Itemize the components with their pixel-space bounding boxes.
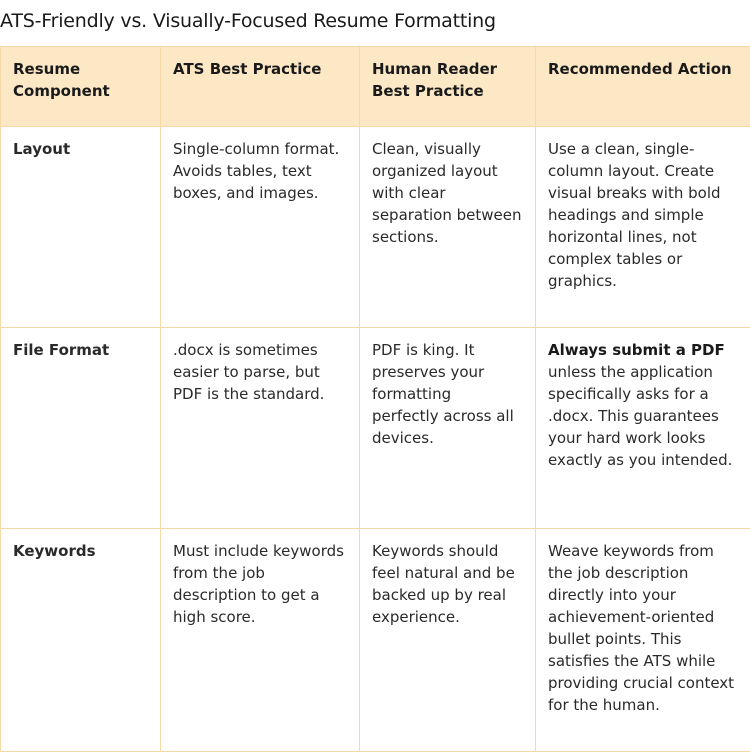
header-resume-component: Resume Component <box>1 47 161 127</box>
row-ats-cell: .docx is sometimes easier to parse, but PDF is the standard. <box>161 328 360 529</box>
row-ats-cell: Single-column format. Avoids tables, text boxes, and images. <box>161 127 360 328</box>
row-component-cell: File Format <box>1 328 161 529</box>
row-component-cell: Keywords <box>1 529 161 752</box>
action-text: Weave keywords from the job description directly into your achievement-oriented bullet points. This satisfies the ATS while providing crucial context for the human. <box>548 542 734 714</box>
table-header-row <box>1 47 750 127</box>
row-action-cell <box>536 328 750 529</box>
row-action-cell <box>536 127 750 328</box>
row-human-cell: Clean, visually organized layout with clear separation between sections. <box>360 127 536 328</box>
table-row <box>1 328 750 529</box>
header-human-reader-best-practice: Human Reader Best Practice <box>360 47 536 127</box>
row-component-cell: Layout <box>1 127 161 328</box>
action-emphasis: Always submit a PDF <box>548 341 725 359</box>
header-recommended-action: Recommended Action <box>536 47 750 127</box>
row-human-cell: Keywords should feel natural and be backed up by real experience. <box>360 529 536 752</box>
table-row <box>1 529 750 752</box>
page-title: ATS-Friendly vs. Visually-Focused Resume Formatting <box>0 10 496 32</box>
action-text: unless the application specifically asks for a .docx. This guarantees your hard work looks exactly as you intended. <box>548 363 732 469</box>
comparison-table <box>0 46 750 752</box>
action-text: Use a clean, single-column layout. Create visual breaks with bold headings and simple horizontal lines, not complex tables or graphics. <box>548 140 721 290</box>
header-ats-best-practice: ATS Best Practice <box>161 47 360 127</box>
table-row <box>1 127 750 328</box>
row-ats-cell: Must include keywords from the job description to get a high score. <box>161 529 360 752</box>
row-action-cell <box>536 529 750 752</box>
row-human-cell: PDF is king. It preserves your formatting perfectly across all devices. <box>360 328 536 529</box>
